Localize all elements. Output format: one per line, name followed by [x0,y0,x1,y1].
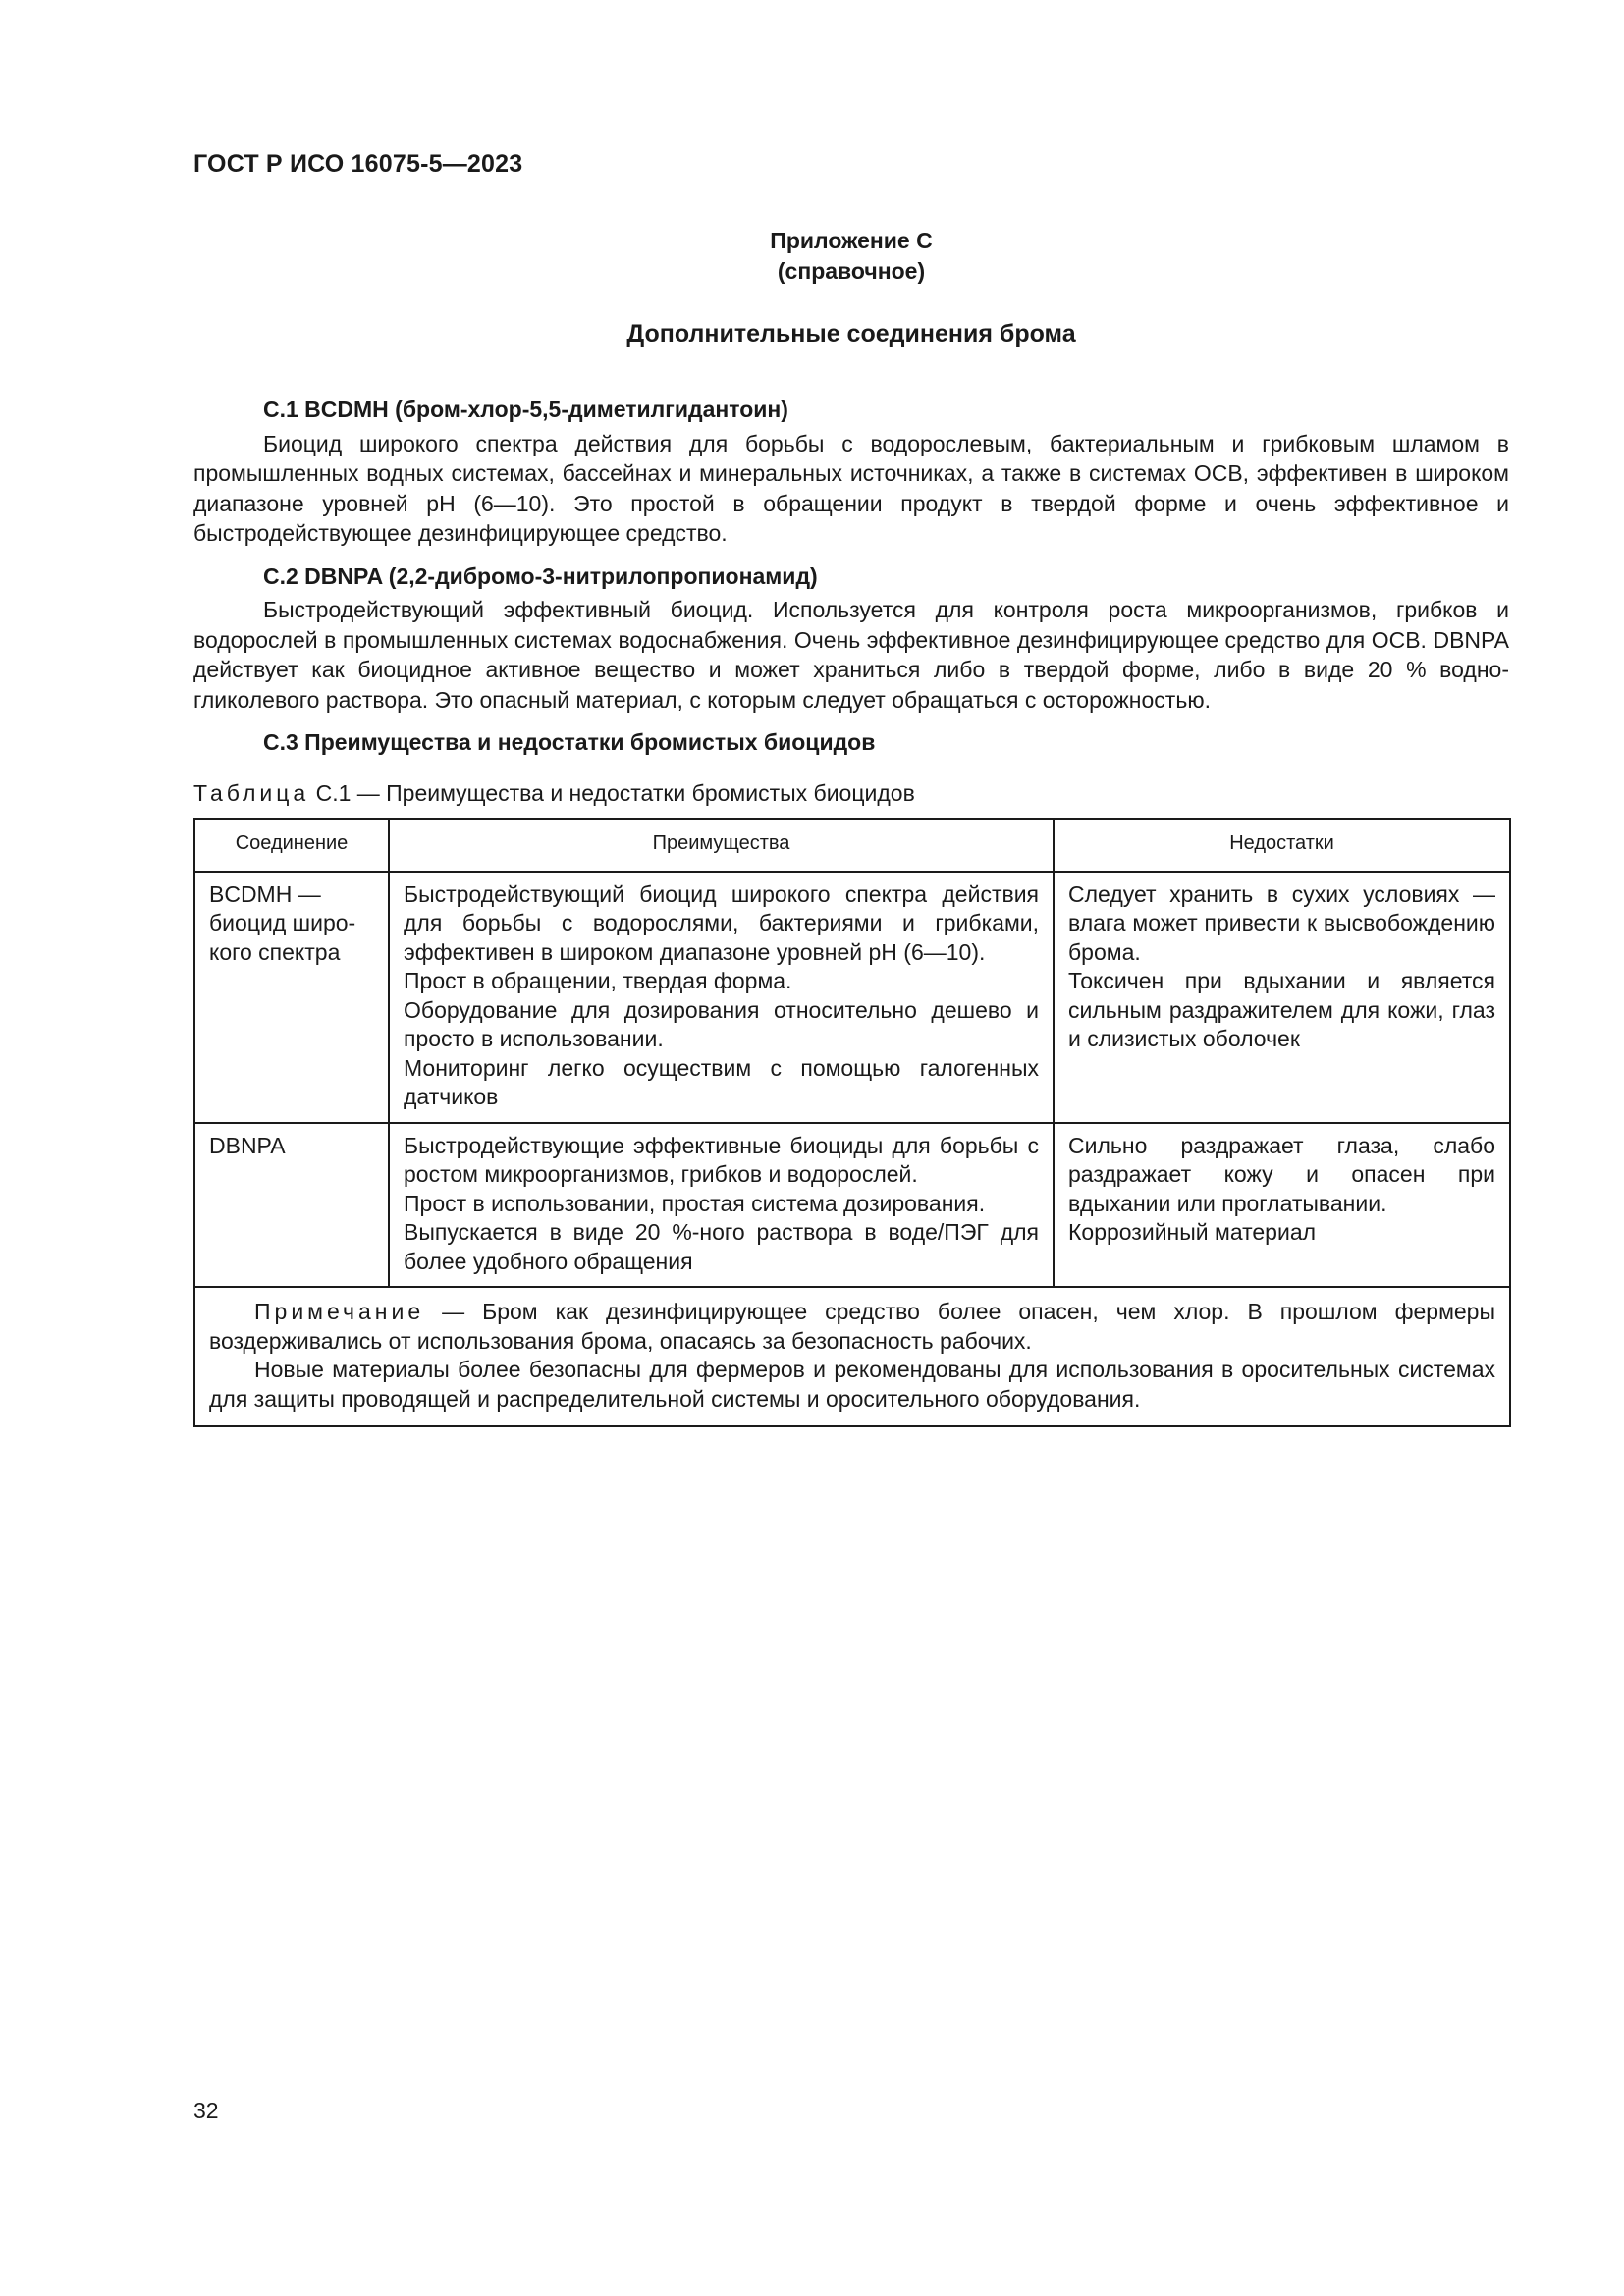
document-body [193,395,1509,1427]
cell-advantages [389,872,1054,1123]
disadvantage-item: Следует хранить в сухих условиях — влага может привести к высвобождению брома. [1068,881,1495,965]
annex-title-block [193,226,1509,287]
header-disadvantages: Недостатки [1054,819,1510,872]
cell-advantages [389,1123,1054,1288]
comparison-table [193,818,1511,1427]
cell-compound [194,1123,389,1288]
note-paragraph-1 [209,1298,1495,1356]
section-title-c1: С.1 BCDMH (бром-хлор-5,5-диметилгидантоин) [263,397,788,422]
advantage-item: Быстродействующий биоцид широкого спектра действия для борьбы с водорослями, бактериями и грибками, эффективен в широком диапазоне уровней рН (6—10). [404,881,1039,965]
table-row [194,1123,1510,1288]
table-caption-text: С.1 — Преимущества и недостатки бромистых биоцидов [309,779,915,806]
header-compound: Соединение [194,819,389,872]
table-note [194,1287,1510,1426]
annex-heading: Дополнительные соединения брома [626,320,1076,347]
section-title-c2: С.2 DBNPA (2,2-дибромо-3-нитрилопропионамид) [263,562,818,589]
annex-title: Приложение С [770,228,933,253]
advantage-item: Оборудование для дозирования относительно дешево и просто в использовании. [404,996,1039,1051]
table-note-row [194,1287,1510,1426]
disadvantage-item: Сильно раздражает глаза, слабо раздражает кожу и опасен при вдыхании или проглатывании. [1068,1132,1495,1216]
advantage-item: Быстродействующие эффективные биоциды для борьбы с ростом микроорганизмов, грибков и водорослей. [404,1132,1039,1187]
page-number: 32 [193,2098,219,2123]
advantage-item: Прост в обращении, твердая форма. [404,968,792,993]
header-advantages: Преимущества [389,819,1054,872]
compound-line: BCDMH — [209,881,321,907]
note-paragraph-2: Новые материалы более безопасны для фермеров и рекомендованы для использования в оросительных системах для защиты проводящей и распределительной системы и оросительного оборудования. [209,1357,1495,1412]
table-header-row [194,819,1510,872]
disadvantage-item: Токсичен при вдыхании и является сильным раздражителем для кожи, глаз и слизистых оболочек [1068,968,1495,1051]
table-caption [193,778,1509,809]
table-caption-label: Таблица [193,779,310,806]
compound-line: DBNPA [209,1132,286,1158]
cell-disadvantages [1054,1123,1510,1288]
advantage-item: Прост в использовании, простая система дозирования. [404,1190,986,1216]
disadvantage-item: Коррозийный материал [1068,1219,1317,1245]
note-label: Примечание [254,1299,425,1324]
section-text-c1: Биоцид широкого спектра действия для борьбы с водорослевым, бактериальным и грибковым шламом в промышленных водных системах, бассейнах и минеральных источниках, а также в системах ОСВ, эффективен в широком диапазоне уровней рН (6—10). Это простой в обращении продукт в твердой форме и очень эффективное и быстродействующее дезинфицирующее средство. [193,430,1509,546]
table-row [194,872,1510,1123]
compound-line: биоцид широ- [209,910,356,935]
cell-compound [194,872,389,1123]
note-text-1: — Бром как дезинфицирующее средство более опасен, чем хлор. В прошлом фермеры воздерживались от использования брома, опасаясь за безопасность рабочих. [209,1299,1495,1354]
annex-type: (справочное) [777,258,926,284]
section-title-c3: С.3 Преимущества и недостатки бромистых биоцидов [263,729,876,755]
section-text-c2: Быстродействующий эффективный биоцид. Используется для контроля роста микроорганизмов, грибков и водорослей в промышленных системах водоснабжения. Очень эффективное дезинфицирующее средство для ОСВ. DBNPA действует как биоцидное активное вещество и может храниться либо в твердой форме, либо в виде 20 % водно-гликолевого раствора. Это опасный материал, с которым следует обращаться с осторожностью. [193,597,1509,713]
document-code-header: ГОСТ Р ИСО 16075-5—2023 [193,150,523,178]
cell-disadvantages [1054,872,1510,1123]
advantage-item: Мониторинг легко осуществим с помощью галогенных датчиков [404,1054,1039,1109]
advantage-item: Выпускается в виде 20 %-ного раствора в воде/ПЭГ для более удобного обращения [404,1219,1039,1274]
compound-line: кого спектра [209,938,341,965]
